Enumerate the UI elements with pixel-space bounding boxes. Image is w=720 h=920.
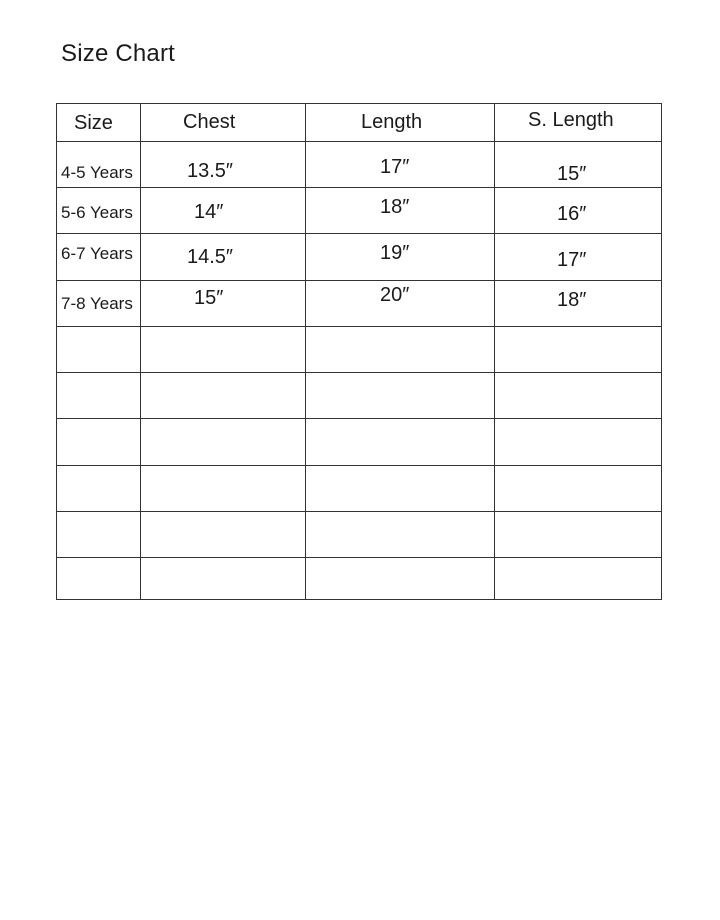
- table-rule: [56, 103, 57, 600]
- table-rule: [56, 187, 662, 188]
- cell-size: 7-8 Years: [61, 294, 133, 313]
- page-title: Size Chart: [61, 40, 176, 67]
- cell-length: 18″: [380, 196, 410, 218]
- cell-length: 17″: [380, 156, 410, 178]
- table-rule: [56, 326, 662, 327]
- table-rule: [56, 418, 662, 419]
- table-rule: [56, 233, 662, 234]
- table-rule: [494, 103, 495, 600]
- table-rule: [140, 103, 141, 600]
- cell-size: 6-7 Years: [61, 244, 133, 263]
- cell-size: 4-5 Years: [61, 163, 133, 182]
- cell-length: 19″: [380, 242, 410, 264]
- table-rule: [56, 557, 662, 558]
- table-rule: [56, 141, 662, 142]
- table-rule: [661, 103, 662, 600]
- header-length: Length: [361, 111, 423, 133]
- table-rule: [56, 511, 662, 512]
- cell-s-length: 15″: [557, 163, 587, 185]
- table-rule: [56, 599, 662, 600]
- header-size: Size: [74, 112, 113, 134]
- header-s-length: S. Length: [528, 109, 614, 131]
- table-rule: [305, 103, 306, 600]
- table-rule: [56, 280, 662, 281]
- table-rule: [56, 465, 662, 466]
- table-rule: [56, 103, 662, 104]
- cell-s-length: 18″: [557, 289, 587, 311]
- header-chest: Chest: [183, 111, 236, 133]
- cell-chest: 14″: [194, 201, 224, 223]
- table-rule: [56, 372, 662, 373]
- cell-size: 5-6 Years: [61, 203, 133, 222]
- cell-chest: 14.5″: [187, 246, 234, 268]
- cell-s-length: 16″: [557, 203, 587, 225]
- cell-chest: 15″: [194, 287, 224, 309]
- cell-chest: 13.5″: [187, 160, 234, 182]
- cell-s-length: 17″: [557, 249, 587, 271]
- cell-length: 20″: [380, 284, 410, 306]
- size-chart-table: [56, 103, 662, 600]
